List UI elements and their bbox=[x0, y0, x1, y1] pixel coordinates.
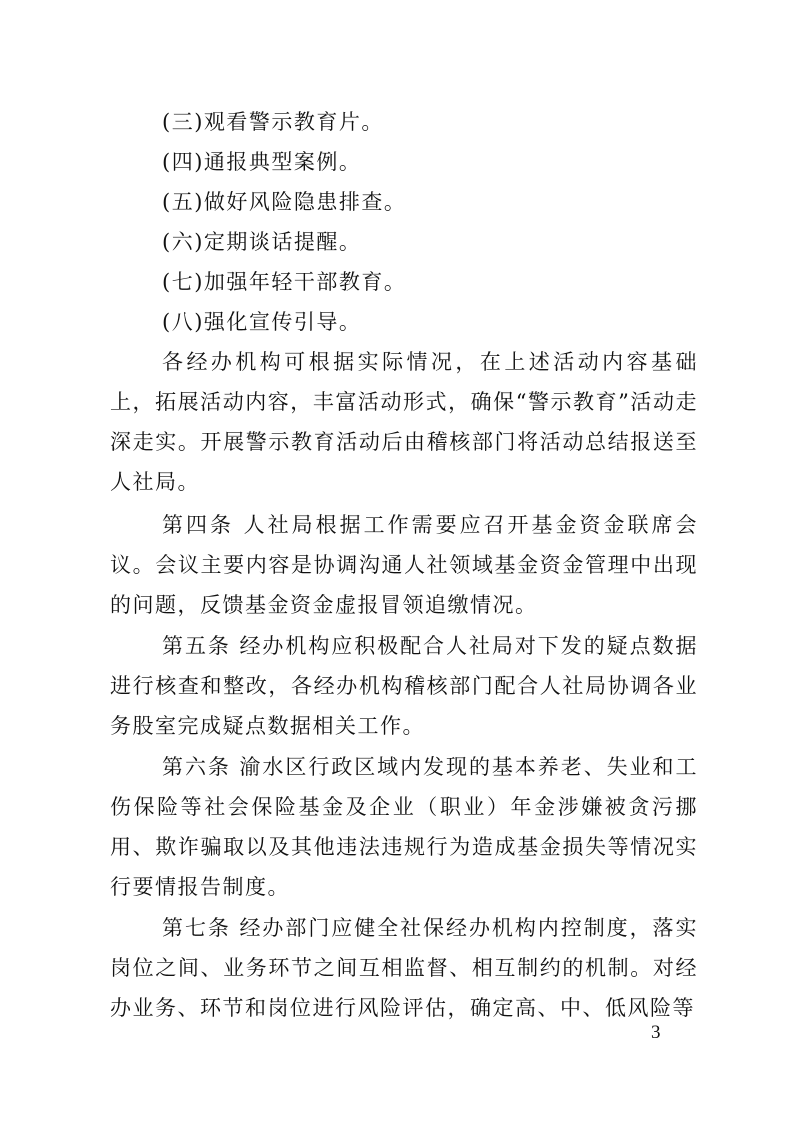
paragraph-article-5: 第五条 经办机构应积极配合人社局对下发的疑点数据进行核查和整改，各经办机构稽核部门配合人社局协调各业务股室完成疑点数据相关工作。 bbox=[110, 634, 698, 738]
list-item-6: (六)定期谈话提醒。 bbox=[162, 230, 362, 254]
paragraph-activities: 各经办机构可根据实际情况，在上述活动内容基础上，拓展活动内容，丰富活动形式，确保“警示教育”活动走深走实。开展警示教育活动后由稽核部门将活动总结报送至人社局。 bbox=[110, 350, 698, 494]
page-number: 3 bbox=[651, 1022, 661, 1043]
paragraph-article-4: 第四条 人社局根据工作需要应召开基金资金联席会议。会议主要内容是协调沟通人社领域基金资金管理中出现的问题，反馈基金资金虚报冒领追缴情况。 bbox=[110, 513, 698, 617]
list-item-3: (三)观看警示教育片。 bbox=[162, 110, 384, 134]
paragraph-article-6: 第六条 渝水区行政区域内发现的基本养老、失业和工伤保险等社会保险基金及企业（职业）年金涉嫌被贪污挪用、欺诈骗取以及其他违法违规行为造成基金损失等情况实行要情报告制度。 bbox=[110, 755, 698, 899]
list-item-4: (四)通报典型案例。 bbox=[162, 150, 362, 174]
list-item-7: (七)加强年轻干部教育。 bbox=[162, 270, 407, 294]
list-item-5: (五)做好风险隐患排查。 bbox=[162, 190, 407, 214]
paragraph-article-7: 第七条 经办部门应健全社保经办机构内控制度，落实岗位之间、业务环节之间互相监督、相互制约的机制。对经办业务、环节和岗位进行风险评估，确定高、中、低风险等 bbox=[110, 916, 698, 1020]
list-item-8: (八)强化宣传引导。 bbox=[162, 310, 362, 334]
